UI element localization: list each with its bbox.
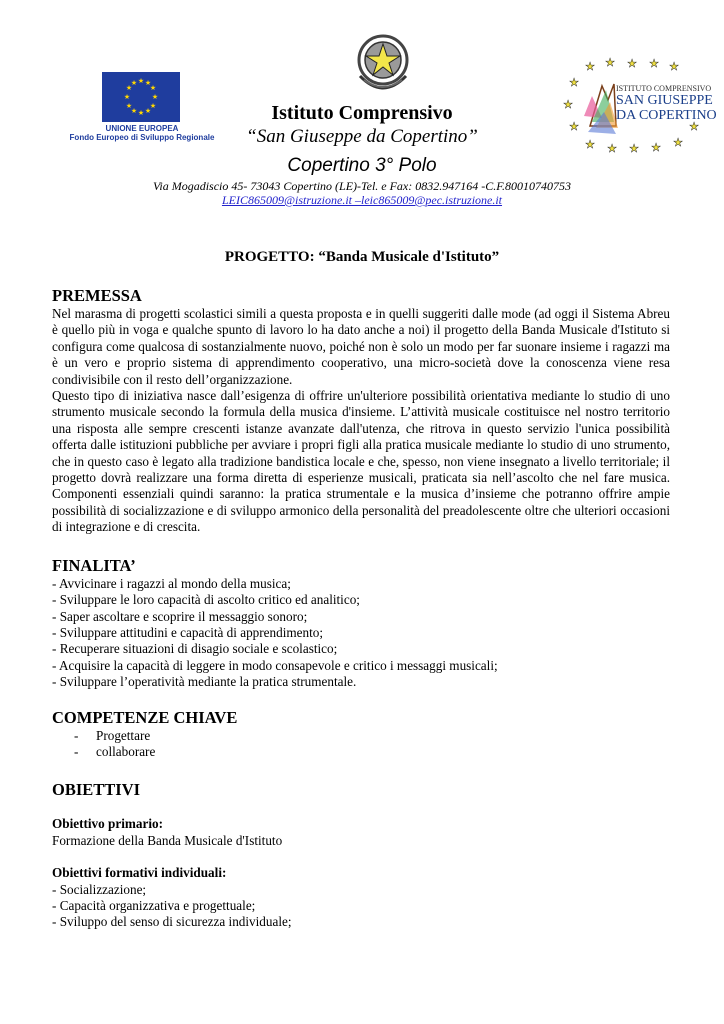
school-title: Istituto Comprensivo bbox=[271, 102, 453, 124]
list-item: - Saper ascoltare e scoprire il messaggio sonoro; bbox=[52, 608, 308, 624]
premessa-paragraph-2: Questo tipo di iniziativa nasce dall’esigenza di offrire un'ulteriore possibilità orientativa mediante lo studio di uno strumento musicale secondo la formula della musica d'insieme. L’attività musicale costituisce nel nostro territorio una risposta alle sempre crescenti istanze avanzate dall'utenza, che ritrova in questo servizio l'unica possibilità offerta dalle istituzioni pubbliche per avviare i propri figli alla pratica musicale mediante lo studio di uno strumento, che in questo caso è legato alla tradizione bandistica locale e che, spesso, non viene insegnato a livello territoriale; il progetto dovrà realizzare una forma diretta di esperienze musicali, praticata sia nell’ascolto che nel fare musica. Componenti essenziali quindi saranno: la pratica strumentale e la musica d’insieme che potranno offrire ampie possibilità di socializzazione e di sviluppo armonico della personalità del preadolescente oltre che ulteriori occasioni di integrazione e di crescita. bbox=[52, 388, 670, 535]
obiettivi-heading: OBIETTIVI bbox=[52, 780, 141, 800]
list-item: - Sviluppare attitudini e capacità di apprendimento; bbox=[52, 624, 323, 640]
svg-text:★: ★ bbox=[585, 60, 595, 73]
list-item: - Socializzazione; bbox=[52, 881, 147, 897]
email-links[interactable]: LEIC865009@istruzione.it –leic865009@pec.istruzione.it bbox=[221, 193, 503, 207]
list-item bbox=[74, 728, 670, 744]
school-logo-line1: ISTITUTO COMPRENSIVO bbox=[616, 84, 712, 93]
svg-text:★: ★ bbox=[125, 102, 133, 110]
svg-text:★: ★ bbox=[151, 93, 159, 101]
school-name: “San Giuseppe da Copertino” bbox=[246, 126, 478, 147]
svg-text:★: ★ bbox=[130, 107, 138, 115]
document-body bbox=[52, 286, 670, 931]
competenze-list bbox=[52, 728, 670, 761]
svg-text:★: ★ bbox=[607, 142, 617, 155]
list-item-text: collaborare bbox=[96, 743, 156, 759]
list-item: - Sviluppare l’operatività mediante la pratica strumentale. bbox=[52, 674, 357, 690]
list-item: - Avvicinare i ragazzi al mondo della musica; bbox=[52, 575, 291, 591]
school-logo-line3: DA COPERTINO bbox=[616, 108, 717, 123]
svg-text:★: ★ bbox=[629, 142, 639, 155]
eu-logo-line1: UNIONE EUROPEA bbox=[105, 124, 179, 133]
list-item: - Recuperare situazioni di disagio sociale e scolastico; bbox=[52, 641, 338, 657]
svg-text:★: ★ bbox=[651, 141, 661, 154]
list-item: - Sviluppare le loro capacità di ascolto critico ed analitico; bbox=[52, 592, 360, 608]
svg-text:★: ★ bbox=[585, 138, 595, 151]
svg-text:★: ★ bbox=[605, 56, 615, 69]
obiettivo-primario-text: Formazione della Banda Musicale d'Istituto bbox=[52, 832, 283, 848]
svg-text:★: ★ bbox=[669, 60, 679, 73]
list-item-text: Progettare bbox=[96, 727, 151, 743]
svg-text:★: ★ bbox=[144, 107, 152, 115]
school-address: Via Mogadiscio 45- 73043 Copertino (LE)-Tel. e Fax: 0832.947164 -C.F.80010740753 bbox=[152, 179, 572, 193]
school-subtitle: Copertino 3° Polo bbox=[287, 155, 437, 176]
obiettivo-primario-label: Obiettivo primario: bbox=[52, 816, 163, 832]
svg-text:★: ★ bbox=[649, 57, 659, 70]
list-item: - Sviluppo del senso di sicurezza individuale; bbox=[52, 914, 292, 930]
list-item: - Capacità organizzativa e progettuale; bbox=[52, 897, 256, 913]
svg-text:★: ★ bbox=[137, 77, 145, 85]
svg-text:★: ★ bbox=[125, 84, 133, 92]
competenze-heading: COMPETENZE CHIAVE bbox=[52, 707, 238, 727]
school-logo-line2: SAN GIUSEPPE bbox=[616, 93, 713, 108]
svg-text:★: ★ bbox=[569, 120, 579, 133]
project-title: PROGETTO: “Banda Musicale d'Istituto” bbox=[224, 249, 500, 265]
svg-text:★: ★ bbox=[673, 136, 683, 149]
svg-text:★: ★ bbox=[149, 102, 157, 110]
svg-text:★: ★ bbox=[569, 76, 579, 89]
obiettivi-formativi-label: Obiettivi formativi individuali: bbox=[52, 865, 227, 881]
premessa-heading: PREMESSA bbox=[52, 286, 142, 305]
eu-logo-line2: Fondo Europeo di Sviluppo Regionale bbox=[69, 133, 215, 142]
list-item bbox=[74, 744, 670, 760]
finalita-heading: FINALITA’ bbox=[52, 555, 136, 575]
svg-text:★: ★ bbox=[137, 109, 145, 117]
svg-text:★: ★ bbox=[627, 57, 637, 70]
svg-text:★: ★ bbox=[123, 93, 131, 101]
svg-text:★: ★ bbox=[144, 79, 152, 87]
premessa-paragraph-1: Nel marasma di progetti scolastici simili a questa proposta e in quelli suggeriti dalle mode (ad oggi il Sistema Abreu è quello più in voga e qualche spunto di lavoro lo ha dato anche a noi) il progetto della Banda Musicale d'Istituto si configura come qualcosa di sostanzialmente nuovo, poiché non è solo un modo per far suonare insieme i ragazzi ma è un vero e proprio sistema di apprendimento cooperativo, una micro-società dove la conoscenza viene resa condivisibile con il resto dell’organizzazione. bbox=[52, 306, 670, 387]
svg-text:★: ★ bbox=[689, 120, 699, 133]
list-item: - Acquisire la capacità di leggere in modo consapevole e critico i messaggi musicali; bbox=[52, 657, 498, 673]
svg-text:★: ★ bbox=[563, 98, 573, 111]
list-dash: - bbox=[74, 727, 79, 743]
finalita-list bbox=[52, 576, 670, 691]
obiettivi-formativi-list bbox=[52, 882, 670, 931]
italian-republic-emblem-icon bbox=[352, 30, 414, 96]
svg-text:★: ★ bbox=[149, 84, 157, 92]
list-dash: - bbox=[74, 743, 79, 759]
svg-text:★: ★ bbox=[130, 79, 138, 87]
